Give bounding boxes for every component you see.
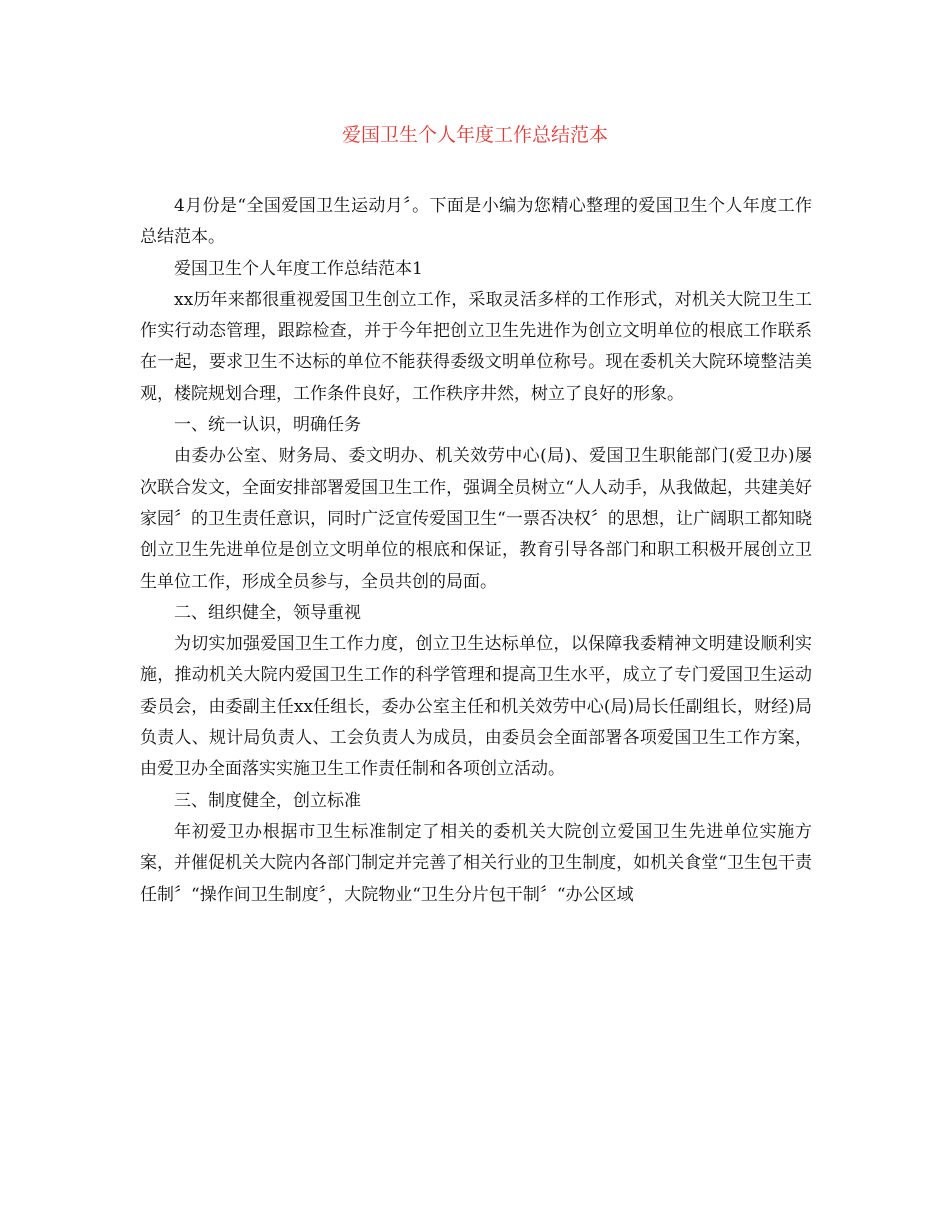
document-title: 爱国卫生个人年度工作总结范本 xyxy=(341,124,608,146)
sample-heading: 爱国卫生个人年度工作总结范本1 xyxy=(174,258,423,279)
body-paragraph: 年初爱卫办根据市卫生标准制定了相关的委机关大院创立爱国卫生先进单位实施方案，并催促机关大院内各部门制定并完善了相关行业的卫生制度，如机关食堂“卫生包干责任制〞“操作间卫生制度〞，大院物业“卫生分片包干制〞“办公区域 xyxy=(140,821,812,905)
section-heading-3: 三、制度健全，创立标准 xyxy=(174,790,361,811)
section-heading-1: 一、统一认识，明确任务 xyxy=(174,415,361,436)
intro-paragraph: 4月份是“全国爱国卫生运动月〞。下面是小编为您精心整理的爱国卫生个人年度工作总结范本。 xyxy=(140,196,812,248)
body-paragraph: 为切实加强爱国卫生工作力度，创立卫生达标单位，以保障我委精神文明建设顺利实施，推动机关大院内爱国卫生工作的科学管理和提高卫生水平，成立了专门爱国卫生运动委员会，由委副主任xx任组长，委办公室主任和机关效劳中心(局)局长任副组长，财经)局负责人、规计局负责人、工会负责人为成员，由委员会全面部署各项爱国卫生工作方案，由爱卫办全面落实实施卫生工作责任制和各项创立活动。 xyxy=(140,634,812,780)
section-heading-2: 二、组织健全，领导重视 xyxy=(174,602,361,623)
document-body xyxy=(140,191,812,911)
body-paragraph: 由委办公室、财务局、委文明办、机关效劳中心(局)、爱国卫生职能部门(爱卫办)屡次联合发文，全面安排部署爱国卫生工作，强调全员树立“人人动手，从我做起，共建美好家园〞的卫生责任意识，同时广泛宣传爱国卫生“一票否决权〞的思想，让广阔职工都知晓创立卫生先进单位是创立文明单位的根底和保证，教育引导各部门和职工积极开展创立卫生单位工作，形成全员参与，全员共创的局面。 xyxy=(140,446,812,592)
body-paragraph: xx历年来都很重视爱国卫生创立工作，采取灵活多样的工作形式，对机关大院卫生工作实行动态管理，跟踪检查，并于今年把创立卫生先进作为创立文明单位的根底工作联系在一起，要求卫生不达标的单位不能获得委级文明单位称号。现在委机关大院环境整洁美观，楼院规划合理，工作条件良好，工作秩序井然，树立了良好的形象。 xyxy=(140,289,812,404)
